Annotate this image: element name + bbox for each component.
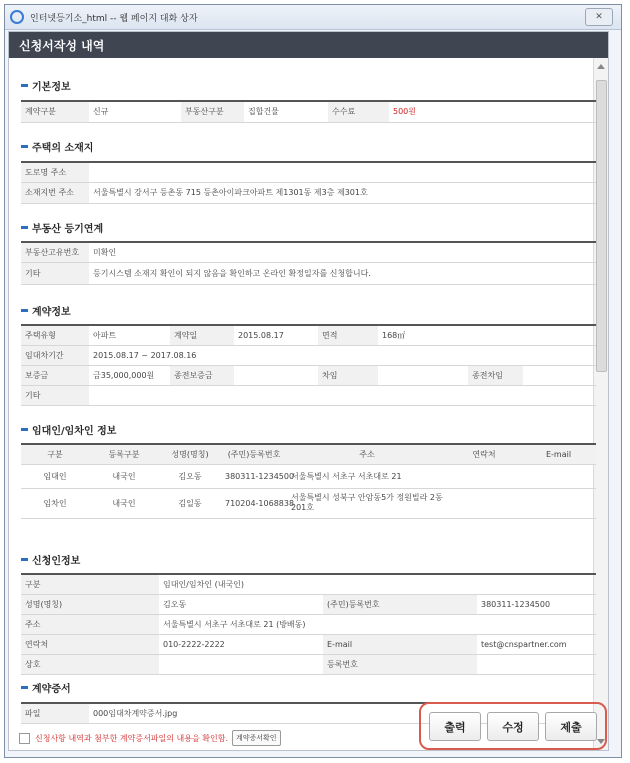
basic-table xyxy=(21,100,596,123)
parties-header: 주소 xyxy=(287,444,447,464)
applicant-name-label: 성명(명칭) xyxy=(21,594,159,614)
section-certificate xyxy=(21,680,71,695)
dialog-body xyxy=(8,31,609,751)
unique-no-value: 미확인 xyxy=(89,242,596,262)
section-address xyxy=(21,139,93,154)
property-type-value: 집합건물 xyxy=(244,101,328,122)
road-address-label: 도로명 주소 xyxy=(21,162,89,182)
contract-date-value: 2015.08.17 xyxy=(234,325,318,345)
party-email xyxy=(521,464,596,488)
applicant-address-label: 주소 xyxy=(21,614,159,634)
prev-rent-value xyxy=(523,365,596,385)
submit-button[interactable]: 제출 xyxy=(545,712,597,741)
party-phone xyxy=(447,488,521,518)
party-reg: 내국인 xyxy=(89,488,159,518)
section-bullet-icon xyxy=(21,145,28,148)
parties-header: 구분 xyxy=(21,444,89,464)
applicant-trade-label: 상호 xyxy=(21,654,159,674)
registry-etc-label: 기타 xyxy=(21,262,89,284)
scrollbar-thumb[interactable] xyxy=(596,80,607,372)
area-label: 면적 xyxy=(318,325,378,345)
window-title: 인터넷등기소_html -- 웹 페이지 대화 상자 xyxy=(30,13,198,24)
section-title: 임대인/임차인 정보 xyxy=(32,426,117,437)
applicant-id-label: (주민)등록번호 xyxy=(323,594,477,614)
section-registry xyxy=(21,220,103,235)
section-basic xyxy=(21,78,71,93)
fee-value: 500원 xyxy=(389,101,596,122)
road-address-value xyxy=(89,162,596,182)
file-value[interactable]: 000임대차계약증서.jpg xyxy=(89,703,596,723)
registry-table xyxy=(21,241,596,285)
parties-header: 성명(명칭) xyxy=(159,444,221,464)
applicant-bizno-value xyxy=(477,654,596,674)
file-label: 파일 xyxy=(21,703,89,723)
period-label: 임대차기간 xyxy=(21,345,89,365)
party-type: 임차인 xyxy=(21,488,89,518)
view-certificate-button[interactable]: 계약증서확인 xyxy=(232,730,281,746)
section-bullet-icon xyxy=(21,428,28,431)
prev-deposit-label: 종전보증금 xyxy=(170,365,234,385)
party-id: 380311-1234500 xyxy=(221,464,287,488)
applicant-phone-label: 연락처 xyxy=(21,634,159,654)
applicant-name-value: 김오동 xyxy=(159,594,323,614)
parties-header: E-mail xyxy=(521,444,596,464)
dialog-window xyxy=(4,4,622,758)
registry-etc-value: 등기시스템 소재지 확인이 되지 않음을 확인하고 온라인 확정일자를 신청합니다. xyxy=(89,262,596,284)
contract-type-label: 계약구분 xyxy=(21,101,89,122)
applicant-email-value: test@cnspartner.com xyxy=(477,634,596,654)
applicant-bizno-label: 등록번호 xyxy=(323,654,477,674)
scroll-up-arrow-icon[interactable] xyxy=(597,64,605,69)
section-parties xyxy=(21,422,116,437)
applicant-table xyxy=(21,573,596,675)
agreement-row xyxy=(19,730,281,746)
section-title: 계약증서 xyxy=(32,684,71,695)
section-bullet-icon xyxy=(21,84,28,87)
house-type-label: 주택유형 xyxy=(21,325,89,345)
section-title: 주택의 소재지 xyxy=(32,143,94,154)
deposit-value: 금35,000,000원 xyxy=(89,365,170,385)
section-contract xyxy=(21,303,71,318)
window-titlebar[interactable] xyxy=(5,5,621,30)
rent-value xyxy=(378,365,468,385)
property-type-label: 부동산구분 xyxy=(181,101,244,122)
fee-label: 수수료 xyxy=(328,101,389,122)
contract-etc-label: 기타 xyxy=(21,385,89,405)
party-phone xyxy=(447,464,521,488)
area-value: 168㎡ xyxy=(378,325,596,345)
contract-table xyxy=(21,324,596,406)
rent-label: 차임 xyxy=(318,365,378,385)
contract-type-value: 신규 xyxy=(89,101,181,122)
party-address: 서울특별시 서초구 서초대로 21 xyxy=(287,464,447,488)
parties-header: 연락처 xyxy=(447,444,521,464)
action-buttons-highlight xyxy=(419,702,607,750)
section-title: 신청인정보 xyxy=(32,556,81,567)
parties-header: (주민)등록번호 xyxy=(221,444,287,464)
section-applicant xyxy=(21,552,80,567)
parties-table xyxy=(21,443,596,519)
party-address: 서울특별시 성북구 안암동5가 정원빌라 2동 201호 xyxy=(287,488,447,518)
party-id: 710204-1068838 xyxy=(221,488,287,518)
contract-etc-value xyxy=(89,385,596,405)
party-email xyxy=(521,488,596,518)
applicant-email-label: E-mail xyxy=(323,634,477,654)
party-type: 임대인 xyxy=(21,464,89,488)
party-name: 김오동 xyxy=(159,464,221,488)
agree-text: 신청사항 내역과 첨부한 계약증서파일의 내용을 확인함. xyxy=(35,733,228,743)
contract-date-label: 계약일 xyxy=(170,325,234,345)
browser-icon xyxy=(10,10,24,24)
section-title: 계약정보 xyxy=(32,307,71,318)
section-bullet-icon xyxy=(21,686,28,689)
party-name: 김일동 xyxy=(159,488,221,518)
section-title: 부동산 등기연계 xyxy=(32,224,104,235)
party-reg: 내국인 xyxy=(89,464,159,488)
section-bullet-icon xyxy=(21,558,28,561)
table-row xyxy=(21,488,596,518)
print-button[interactable]: 출력 xyxy=(429,712,481,741)
deposit-label: 보증금 xyxy=(21,365,89,385)
applicant-kind-label: 구분 xyxy=(21,574,159,594)
applicant-address-value: 서울특별시 서초구 서초대로 21 (방배동) xyxy=(159,614,596,634)
applicant-id-value: 380311-1234500 xyxy=(477,594,596,614)
applicant-trade-value xyxy=(159,654,323,674)
section-bullet-icon xyxy=(21,226,28,229)
lot-address-label: 소재지번 주소 xyxy=(21,182,89,203)
unique-no-label: 부동산고유번호 xyxy=(21,242,89,262)
edit-button[interactable]: 수정 xyxy=(487,712,539,741)
prev-rent-label: 종전차임 xyxy=(468,365,523,385)
section-bullet-icon xyxy=(21,309,28,312)
agree-checkbox[interactable] xyxy=(19,733,30,744)
house-type-value: 아파트 xyxy=(89,325,170,345)
parties-header: 등록구분 xyxy=(89,444,159,464)
period-value: 2015.08.17 ~ 2017.08.16 xyxy=(89,345,596,365)
close-icon[interactable]: ✕ xyxy=(585,8,613,26)
section-title: 기본정보 xyxy=(32,82,71,93)
table-row xyxy=(21,464,596,488)
prev-deposit-value xyxy=(234,365,318,385)
applicant-kind-value: 임대인/임차인 (내국인) xyxy=(159,574,596,594)
lot-address-value: 서울특별시 강서구 등촌동 715 등촌아이파크아파트 제1301동 제3층 제301호 xyxy=(89,182,596,203)
dialog-title: 신청서작성 내역 xyxy=(9,32,608,58)
applicant-phone-value: 010-2222-2222 xyxy=(159,634,323,654)
address-table xyxy=(21,161,596,204)
